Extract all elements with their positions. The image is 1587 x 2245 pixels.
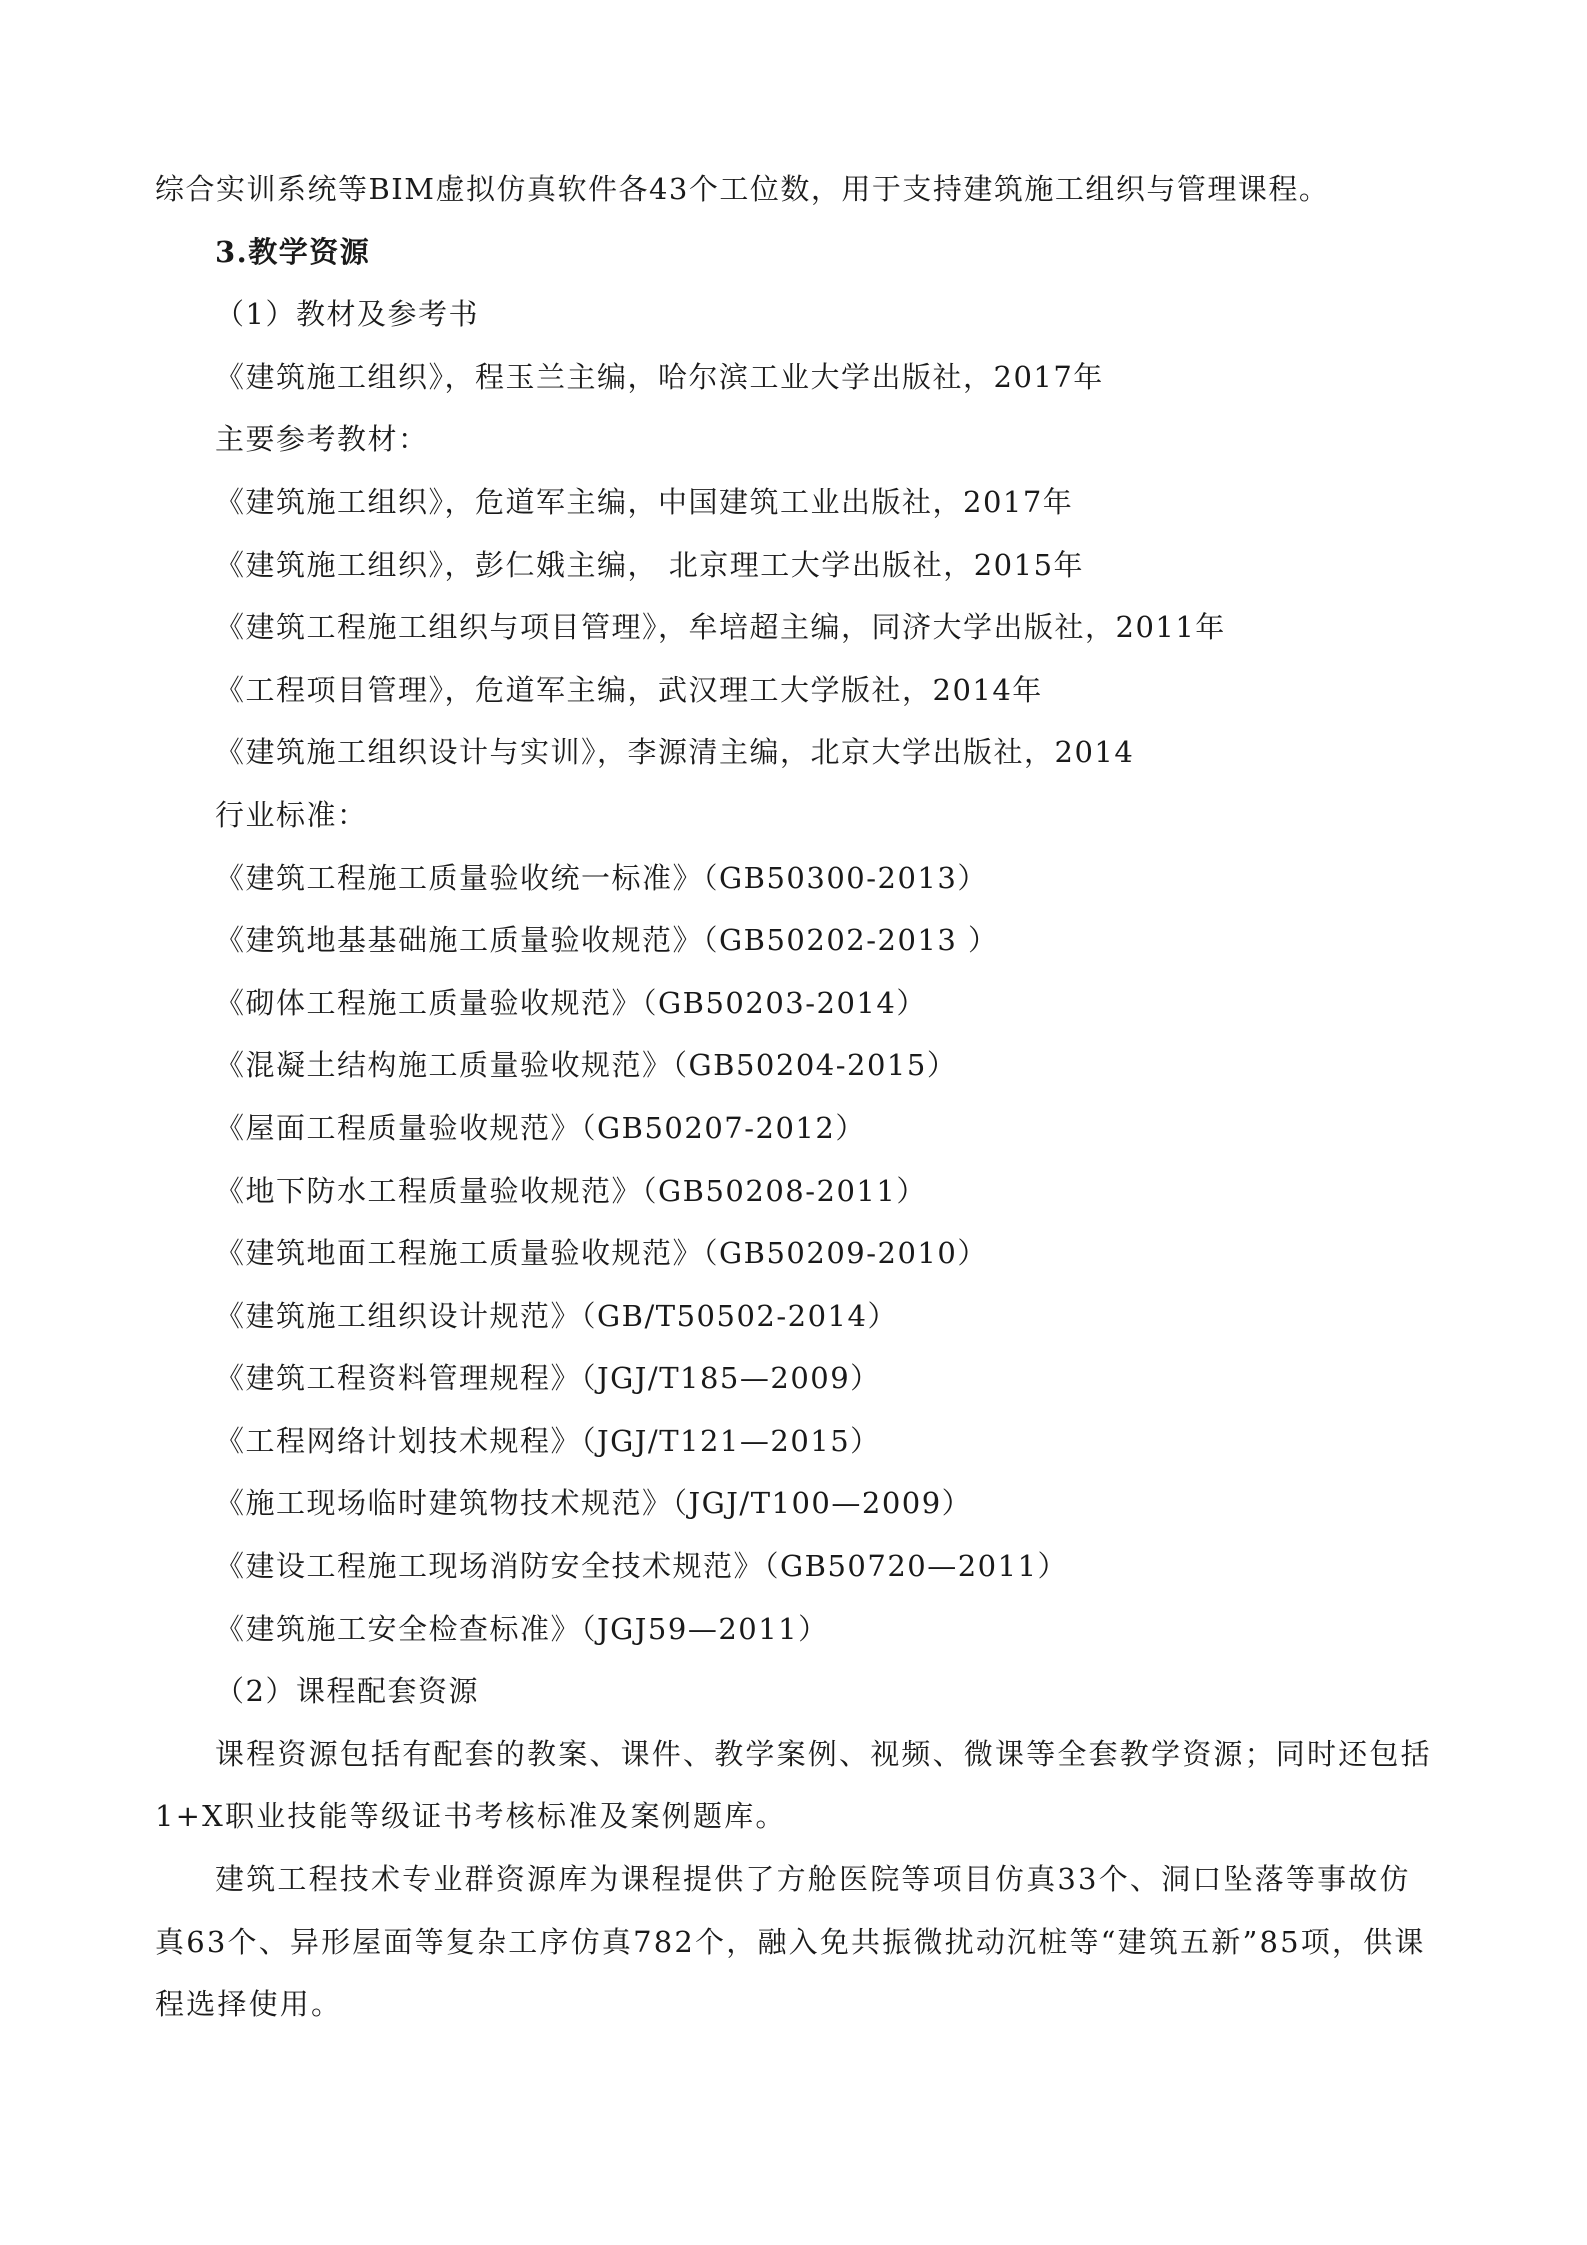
standard-item: 《工程网络计划技术规程》（JGJ/T121—2015）: [215, 1423, 881, 1458]
standard-item: 《建筑工程施工质量验收统一标准》（GB50300-2013）: [215, 860, 988, 895]
reference-item: 《工程项目管理》，危道军主编，武汉理工大学版社，2014年: [215, 672, 1043, 707]
standard-item: 《施工现场临时建筑物技术规范》（JGJ/T100—2009）: [215, 1486, 973, 1521]
reference-item: 《建筑施工组织设计与实训》，李源清主编，北京大学出版社，2014: [215, 735, 1135, 770]
document-body: [155, 158, 1435, 2036]
reference-item: 《建筑工程施工组织与项目管理》，牟培超主编，同济大学出版社，2011年: [215, 610, 1226, 645]
standard-item: 《屋面工程质量验收规范》（GB50207-2012）: [215, 1110, 866, 1145]
standard-item: 《建筑地面工程施工质量验收规范》（GB50209-2010）: [215, 1236, 988, 1271]
standard-item: 《建筑地基基础施工质量验收规范》（GB50202-2013 ）: [215, 923, 999, 958]
resources-paragraph: 建筑工程技术专业群资源库为课程提供了方舱医院等项目仿真33个、洞口坠落等事故仿真63个、异形屋面等复杂工序仿真782个，融入免共振微扰动沉桩等“建筑五新”85项，供课程选择使用。: [155, 1862, 1426, 2022]
standards-label: 行业标准：: [215, 797, 368, 832]
standard-item: 《建筑施工安全检查标准》（JGJ59—2011）: [215, 1611, 829, 1646]
resources-paragraph: 课程资源包括有配套的教案、课件、教学案例、视频、微课等全套教学资源；同时还包括1+X职业技能等级证书考核标准及案例题库。: [155, 1736, 1432, 1834]
standard-item: 《砌体工程施工质量验收规范》（GB50203-2014）: [215, 985, 927, 1020]
reference-item: 《建筑施工组织》，危道军主编，中国建筑工业出版社，2017年: [215, 484, 1074, 519]
main-textbook: 《建筑施工组织》，程玉兰主编，哈尔滨工业大学出版社，2017年: [215, 359, 1104, 394]
reference-item: 《建筑施工组织》，彭仁娥主编， 北京理工大学出版社，2015年: [215, 547, 1085, 582]
subsection-title-resources: （2）课程配套资源: [215, 1674, 479, 1709]
standard-item: 《建筑工程资料管理规程》（JGJ/T185—2009）: [215, 1361, 881, 1396]
standard-item: 《建设工程施工现场消防安全技术规范》（GB50720—2011）: [215, 1549, 1069, 1584]
standard-item: 《混凝土结构施工质量验收规范》（GB50204-2015）: [215, 1048, 958, 1083]
subsection-title-textbooks: （1）教材及参考书: [215, 297, 479, 332]
references-label: 主要参考教材：: [215, 422, 429, 457]
section-title: 3.教学资源: [215, 234, 371, 269]
standard-item: 《地下防水工程质量验收规范》（GB50208-2011）: [215, 1173, 927, 1208]
intro-continuation: 综合实训系统等BIM虚拟仿真软件各43个工位数，用于支持建筑施工组织与管理课程。: [155, 172, 1330, 206]
standard-item: 《建筑施工组织设计规范》（GB/T50502-2014）: [215, 1298, 898, 1333]
